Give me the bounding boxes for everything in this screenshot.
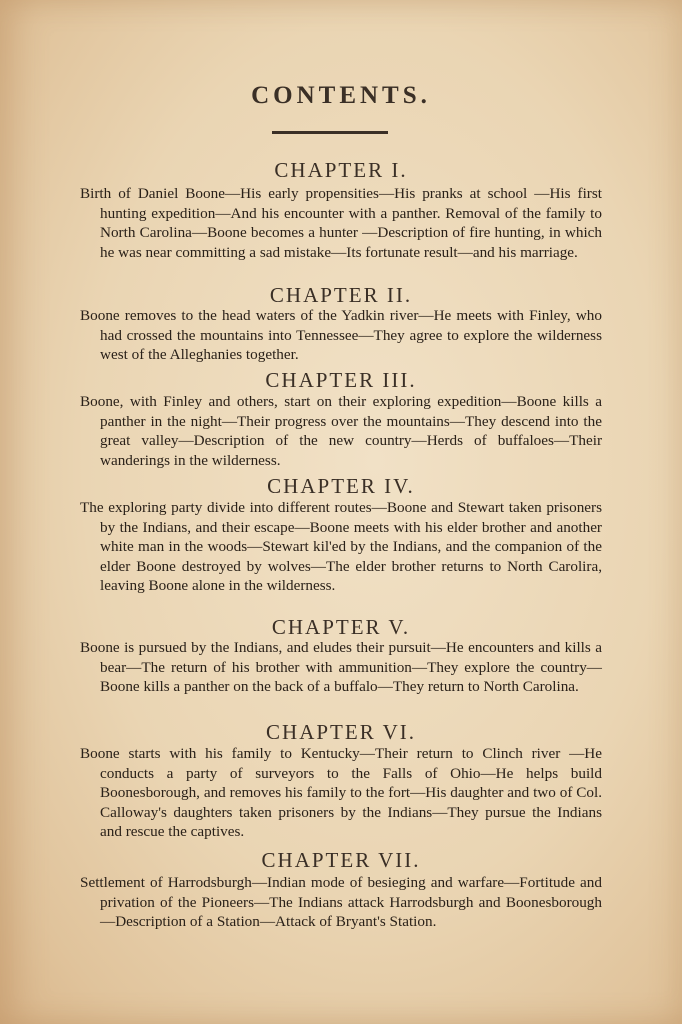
- chapter-heading-2: CHAPTER II.: [269, 283, 413, 307]
- chapter-heading-6: CHAPTER VI.: [266, 720, 416, 744]
- chapter-heading-1: CHAPTER I.: [274, 158, 408, 182]
- chapter-summary-3: Boone, with Finley and others, start on their exploring expedition—Boone kills a panther in the night—Their progress over the mountains—They descend into the great valley—Description of the new country—Herds of buffaloes—Their wanderings in the wilderness.: [80, 393, 602, 469]
- chapter-heading-7: CHAPTER VII.: [261, 848, 421, 872]
- title-rule: [272, 131, 388, 134]
- chapter-summary-2: Boone removes to the head waters of the Yadkin river—He meets with Finley, who had crossed the mountains into Tennessee—They agree to explore the wilderness west of the Alleghanies together.: [80, 307, 602, 364]
- chapter-summary-5: Boone is pursued by the Indians, and eludes their pursuit—He encounters and kills a bear—The return of his brother with ammunition—They explore the country—Boone kills a panther on the back of a buffalo—They return to North Carolina.: [80, 639, 602, 696]
- chapter-heading-4: CHAPTER IV.: [267, 474, 415, 498]
- chapter-heading-5: CHAPTER V.: [271, 615, 411, 639]
- chapter-summary-4: The exploring party divide into different routes—Boone and Stewart taken prisoners by the Indians, and their escape—Boone meets with his elder brother and another white man in the woods—Stewart kil'ed by the Indians, and the companion of the elder Boone destroyed by wolves—The elder brother returns to North Carolira, leaving Boone alone in the wilderness.: [80, 499, 602, 595]
- chapter-heading-3: CHAPTER III.: [265, 368, 417, 392]
- chapter-summary-7: Settlement of Harrodsburgh—Indian mode of besieging and warfare—Fortitude and privation of the Pioneers—The Indians attack Harrodsburgh and Boonesborough—Description of a Station—Attack of Bryant's Station.: [80, 874, 602, 931]
- page-title: CONTENTS.: [251, 82, 431, 109]
- chapter-summary-1: Birth of Daniel Boone—His early propensities—His pranks at school —His first hunting expedition—And his encounter with a panther. Removal of the family to North Carolina—Boone becomes a hunter —Description of fire hunting, in which he was near committing a sad mistake—Its fortunate result—and his marriage.: [80, 185, 602, 261]
- chapter-summary-6: Boone starts with his family to Kentucky—Their return to Clinch river —He conducts a party of surveyors to the Falls of Ohio—He helps build Boonesborough, and removes his family to the fort—His daughter and two of Col. Calloway's daughters taken prisoners by the Indians—They pursue the Indians and rescue the captives.: [80, 745, 602, 841]
